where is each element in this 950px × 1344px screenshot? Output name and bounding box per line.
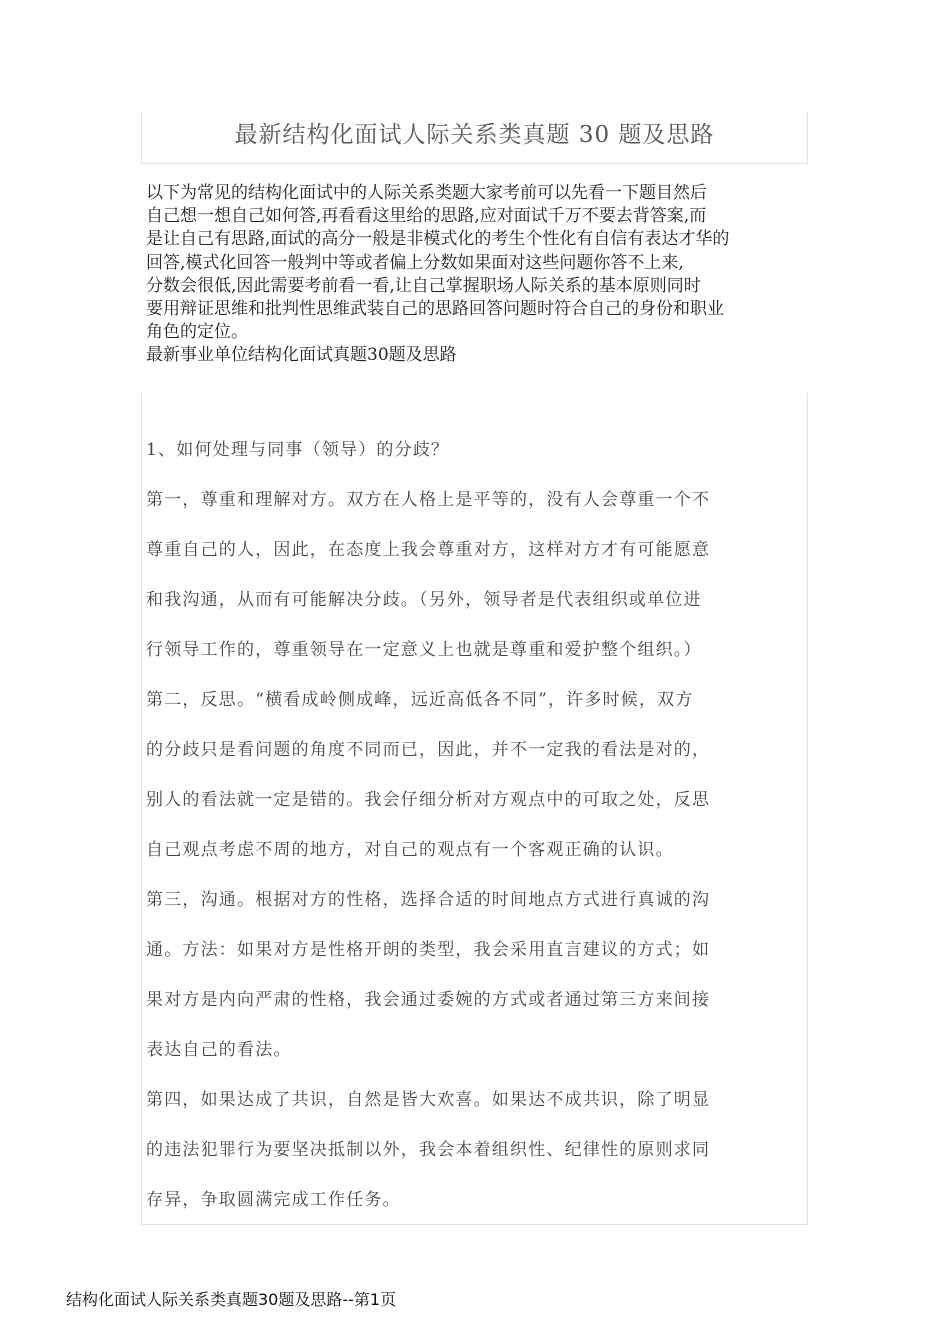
content-line: 存异，争取圆满完成工作任务。 <box>146 1190 401 1210</box>
content-line: 通。方法：如果对方是性格开朗的类型，我会采用直言建议的方式；如 <box>146 940 711 960</box>
content-line: 第三，沟通。根据对方的性格，选择合适的时间地点方式进行真诚的沟 <box>146 890 711 910</box>
answer-content <box>146 433 806 1233</box>
content-line: 别人的看法就一定是错的。我会仔细分析对方观点中的可取之处，反思 <box>146 790 711 810</box>
content-line: 第一，尊重和理解对方。双方在人格上是平等的，没有人会尊重一个不 <box>146 490 711 510</box>
intro-line: 回答,模式化回答一般判中等或者偏上分数如果面对这些问题你答不上来, <box>146 252 684 273</box>
intro-line: 角色的定位。 <box>146 322 248 343</box>
content-line: 和我沟通，从而有可能解决分歧。（另外，领导者是代表组织或单位进 <box>146 590 702 610</box>
content-line: 行领导工作的，尊重领导在一定意义上也就是尊重和爱护整个组织。） <box>146 640 702 660</box>
intro-line: 自己想一想自己如何答,再看看这里给的思路,应对面试千万不要去背答案,而 <box>146 206 707 227</box>
intro-paragraph <box>146 182 846 368</box>
document-title: 最新结构化面试人际关系类真题 30 题及思路 <box>234 122 715 148</box>
page-footer: 结构化面试人际关系类真题30题及思路--第1页 <box>66 1290 397 1309</box>
content-line: 第二，反思。“横看成岭侧成峰，远近高低各不同”，许多时候，双方 <box>146 690 694 710</box>
content-line: 的分歧只是看问题的角度不同而已，因此，并不一定我的看法是对的， <box>146 740 711 760</box>
intro-line: 要用辩证思维和批判性思维武装自己的思路回答问题时符合自己的身份和职业 <box>146 299 724 320</box>
intro-line: 以下为常见的结构化面试中的人际关系类题大家考前可以先看一下题目然后 <box>146 183 707 203</box>
content-line: 果对方是内向严肃的性格，我会通过委婉的方式或者通过第三方来间接 <box>146 990 711 1010</box>
content-box <box>141 393 808 1225</box>
title-box <box>141 112 808 164</box>
content-line: 尊重自己的人，因此，在态度上我会尊重对方，这样对方才有可能愿意 <box>146 540 711 560</box>
question-heading: 1、如何处理与同事（领导）的分歧？ <box>146 440 450 460</box>
content-line: 第四，如果达成了共识，自然是皆大欢喜。如果达不成共识，除了明显 <box>146 1090 711 1110</box>
intro-line: 分数会很低,因此需要考前看一看,让自己掌握职场人际关系的基本原则同时 <box>146 275 701 296</box>
content-line: 的违法犯罪行为要坚决抵制以外，我会本着组织性、纪律性的原则求同 <box>146 1140 711 1160</box>
intro-line: 最新事业单位结构化面试真题30题及思路 <box>146 345 457 366</box>
content-line: 自己观点考虑不周的地方，对自己的观点有一个客观正确的认识。 <box>146 840 674 860</box>
content-line: 表达自己的看法。 <box>146 1040 292 1060</box>
intro-line: 是让自己有思路,面试的高分一般是非模式化的考生个性化有自信有表达才华的 <box>146 229 730 250</box>
